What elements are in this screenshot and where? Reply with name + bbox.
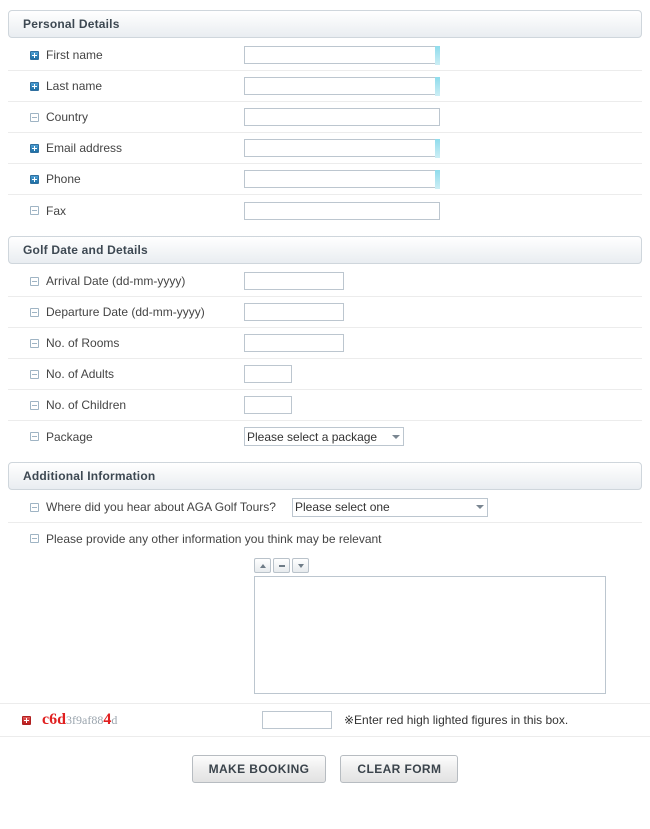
no-of-rooms-input[interactable] <box>244 334 344 352</box>
label-text: Phone <box>46 172 81 186</box>
row-departure-date <box>8 297 642 328</box>
hear-select-wrap <box>292 498 488 517</box>
label-text: Arrival Date (dd-mm-yyyy) <box>46 274 186 288</box>
first-name-input[interactable] <box>244 46 440 64</box>
scroll-up-button[interactable] <box>254 558 271 573</box>
field-phone <box>244 170 642 188</box>
label-country <box>30 110 244 124</box>
country-input[interactable] <box>244 108 440 126</box>
row-country <box>8 102 642 133</box>
section-header-golf-date-details <box>8 236 642 264</box>
last-name-input[interactable] <box>244 77 440 95</box>
optional-minus-icon <box>30 339 39 348</box>
label-last-name <box>30 79 244 93</box>
field-package <box>244 427 642 446</box>
row-first-name <box>8 40 642 71</box>
section-title: Personal Details <box>23 17 120 31</box>
section-title: Golf Date and Details <box>23 243 148 257</box>
row-package <box>8 421 642 452</box>
label-phone <box>30 172 244 186</box>
row-last-name <box>8 71 642 102</box>
personal-details-rows <box>8 40 642 226</box>
label-text: Departure Date (dd-mm-yyyy) <box>46 305 205 319</box>
label-text: Where did you hear about AGA Golf Tours? <box>46 500 276 514</box>
email-input-wrap <box>244 139 440 157</box>
textarea-scroll-controls <box>254 558 642 573</box>
hear-about-select[interactable] <box>292 498 488 517</box>
captcha-input[interactable] <box>262 711 332 729</box>
row-arrival-date <box>8 266 642 297</box>
optional-minus-icon <box>30 401 39 410</box>
row-phone <box>8 164 642 195</box>
arrival-date-input[interactable] <box>244 272 344 290</box>
optional-minus-icon <box>30 308 39 317</box>
field-country <box>244 108 642 126</box>
first-name-input-wrap <box>244 46 440 64</box>
required-plus-icon <box>22 716 31 725</box>
captcha-part-4: 4 <box>103 711 112 728</box>
phone-input-wrap <box>244 170 440 188</box>
field-departure-date <box>244 303 642 321</box>
row-other-information-label <box>8 523 642 554</box>
row-no-of-children <box>8 390 642 421</box>
label-departure-date <box>30 305 244 319</box>
no-of-adults-input[interactable] <box>244 365 292 383</box>
label-where-did-you-hear <box>30 500 292 514</box>
additional-rows <box>8 492 642 697</box>
phone-input[interactable] <box>244 170 440 188</box>
label-text: No. of Children <box>46 398 127 412</box>
make-booking-button[interactable]: MAKE BOOKING <box>192 755 327 783</box>
label-text: Fax <box>46 203 67 218</box>
required-plus-icon <box>30 82 39 91</box>
optional-minus-icon <box>30 503 39 512</box>
label-no-of-children <box>30 398 244 412</box>
section-golf-date-details <box>8 236 642 452</box>
optional-minus-icon <box>30 370 39 379</box>
departure-date-input[interactable] <box>244 303 344 321</box>
row-no-of-rooms <box>8 328 642 359</box>
captcha-hint: ※Enter red high lighted figures in this box. <box>344 713 569 727</box>
field-first-name <box>244 46 642 64</box>
label-no-of-adults <box>30 367 244 381</box>
label-other-information <box>30 532 382 546</box>
golf-date-rows <box>8 266 642 452</box>
section-additional-information <box>8 462 642 697</box>
triangle-up-icon <box>260 564 266 568</box>
row-fax <box>8 195 642 226</box>
optional-minus-icon <box>30 113 39 122</box>
label-text: First name <box>46 48 103 62</box>
row-no-of-adults <box>8 359 642 390</box>
optional-minus-icon <box>30 277 39 286</box>
field-no-of-rooms <box>244 334 642 352</box>
form-buttons <box>0 755 650 783</box>
clear-form-button[interactable]: CLEAR FORM <box>340 755 458 783</box>
captcha-row <box>0 703 650 737</box>
label-fax <box>30 204 244 218</box>
other-information-block <box>8 554 642 697</box>
other-information-textarea[interactable] <box>254 576 606 694</box>
label-arrival-date <box>30 274 244 288</box>
optional-minus-icon <box>30 534 39 543</box>
label-text: Last name <box>46 79 103 93</box>
booking-form-page <box>0 10 650 783</box>
label-text: No. of Rooms <box>46 336 120 350</box>
field-no-of-children <box>244 396 642 414</box>
field-last-name <box>244 77 642 95</box>
optional-minus-icon <box>30 432 39 441</box>
field-no-of-adults <box>244 365 642 383</box>
label-package <box>30 430 244 444</box>
package-select-wrap <box>244 427 404 446</box>
scroll-stop-button[interactable] <box>273 558 290 573</box>
field-where-did-you-hear <box>292 498 642 517</box>
section-header-personal-details <box>8 10 642 38</box>
field-email-address <box>244 139 642 157</box>
label-text: Country <box>46 110 89 124</box>
email-input[interactable] <box>244 139 440 157</box>
captcha-part-5: d <box>111 713 118 727</box>
required-plus-icon <box>30 175 39 184</box>
scroll-down-button[interactable] <box>292 558 309 573</box>
captcha-part-1: c6d <box>42 711 66 728</box>
field-arrival-date <box>244 272 642 290</box>
label-text: Email address <box>46 141 123 155</box>
required-plus-icon <box>30 144 39 153</box>
field-fax <box>244 202 642 220</box>
row-email-address <box>8 133 642 164</box>
row-where-did-you-hear <box>8 492 642 523</box>
captcha-part-3: 9af88 <box>76 713 104 727</box>
label-first-name <box>30 48 244 62</box>
section-title: Additional Information <box>23 469 156 483</box>
section-header-additional-information <box>8 462 642 490</box>
label-text: Please provide any other information you think may be relevant <box>46 531 382 546</box>
label-text: No. of Adults <box>46 367 115 381</box>
no-of-children-input[interactable] <box>244 396 292 414</box>
label-text: Package <box>46 429 93 444</box>
fax-input[interactable] <box>244 202 440 220</box>
optional-minus-icon <box>30 206 39 215</box>
captcha-code <box>42 711 242 729</box>
label-email-address <box>30 141 244 155</box>
package-select[interactable] <box>244 427 404 446</box>
last-name-input-wrap <box>244 77 440 95</box>
captcha-part-2: 3f <box>66 713 76 727</box>
required-plus-icon <box>30 51 39 60</box>
square-stop-icon <box>279 565 285 567</box>
label-no-of-rooms <box>30 336 244 350</box>
section-personal-details <box>8 10 642 226</box>
triangle-down-icon <box>298 564 304 568</box>
